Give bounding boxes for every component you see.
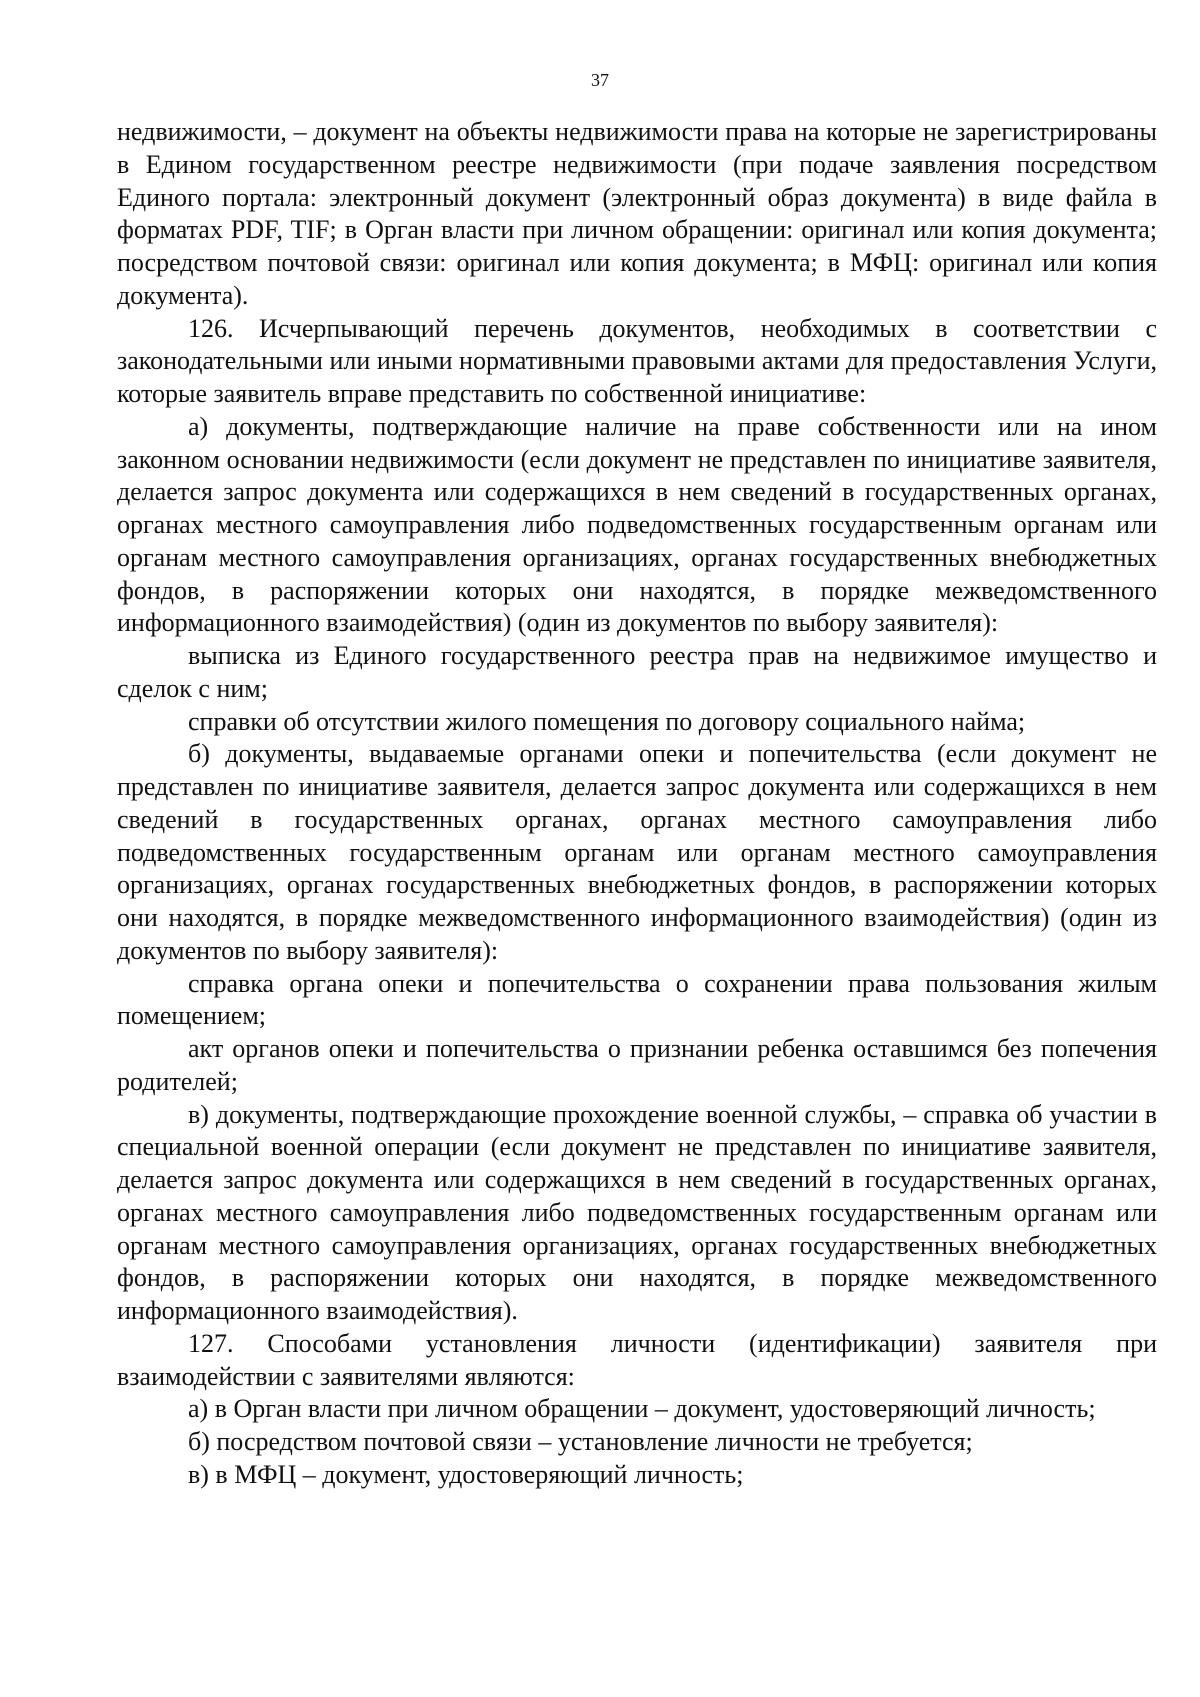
list-item-certificates: справки об отсутствии жилого помещения по договору социального найма; <box>188 706 1026 736</box>
paragraph-127-b: б) посредством почтовой связи – установление личности не требуется; <box>188 1427 973 1456</box>
list-item-guardianship-certificate: справка органа опеки и попечительства о сохранении права пользования жилым помещением; <box>117 968 1157 1031</box>
paragraph-126-v: в) документы, подтверждающие прохождение военной службы, – справка об участии в специальной военной операции (если документ не представлен по инициативе заявителя, делается запрос документа или содержащихся в нем сведений в государственных органах, органах местного самоуправления либо подведомственных государственным органам или органам местного самоуправления организациях, органах государственных внебюджетных фондов, в распоряжении которых они находятся, в порядке межведомственного информационного взаимодействия). <box>117 1099 1157 1325</box>
paragraph-127-v: в) в МФЦ – документ, удостоверяющий личность; <box>188 1459 744 1489</box>
list-item-guardianship-act: акт органов опеки и попечительства о признании ребенка оставшимся без попечения родителей; <box>117 1034 1157 1096</box>
page-number: 37 <box>591 70 609 90</box>
paragraph-126-b: б) документы, выдаваемые органами опеки и попечительства (если документ не представлен по инициативе заявителя, делается запрос документа или содержащихся в нем сведений в государственных органах, органах местного самоуправления либо подведомственных государственным органам или органам местного самоуправления организациях, органах государственных внебюджетных фондов, в распоряжении которых они находятся, в порядке межведомственного информационного взаимодействия) (один из документов по выбору заявителя): <box>117 739 1157 965</box>
paragraph-126-a: а) документы, подтверждающие наличие на праве собственности или на ином законном основании недвижимости (если документ не представлен по инициативе заявителя, делается запрос документа или содержащихся в нем сведений в государственных органах, органах местного самоуправления либо подведомственных государственным органам или органам местного самоуправления организациях, органах государственных внебюджетных фондов, в распоряжении которых они находятся, в порядке межведомственного информационного взаимодействия) (один из документов по выбору заявителя): <box>117 411 1157 638</box>
paragraph-126: 126. Исчерпывающий перечень документов, необходимых в соответствии с законодательными или иными нормативными правовыми актами для предоставления Услуги, которые заявитель вправе представить по собственной инициативе: <box>117 313 1157 408</box>
document-body <box>117 116 1157 1492</box>
list-item-extract: выписка из Единого государственного реестра прав на недвижимое имущество и сделок с ним; <box>117 641 1157 703</box>
paragraph-127-a: а) в Орган власти при личном обращении – документ, удостоверяющий личность; <box>188 1394 1096 1424</box>
paragraph-continuation: недвижимости, – документ на объекты недвижимости права на которые не зарегистрированы в Едином государственном реестре недвижимости (при подаче заявления посредством Единого портала: электронный документ (электронный образ документа) в виде файла в форматах PDF, TIF; в Орган власти при личном обращении: оригинал или копия документа; посредством почтовой связи: оригинал или копия документа; в МФЦ: оригинал или копия документа). <box>117 117 1157 310</box>
paragraph-127: 127. Способами установления личности (идентификации) заявителя при взаимодействии с заявителями являются: <box>117 1328 1157 1391</box>
